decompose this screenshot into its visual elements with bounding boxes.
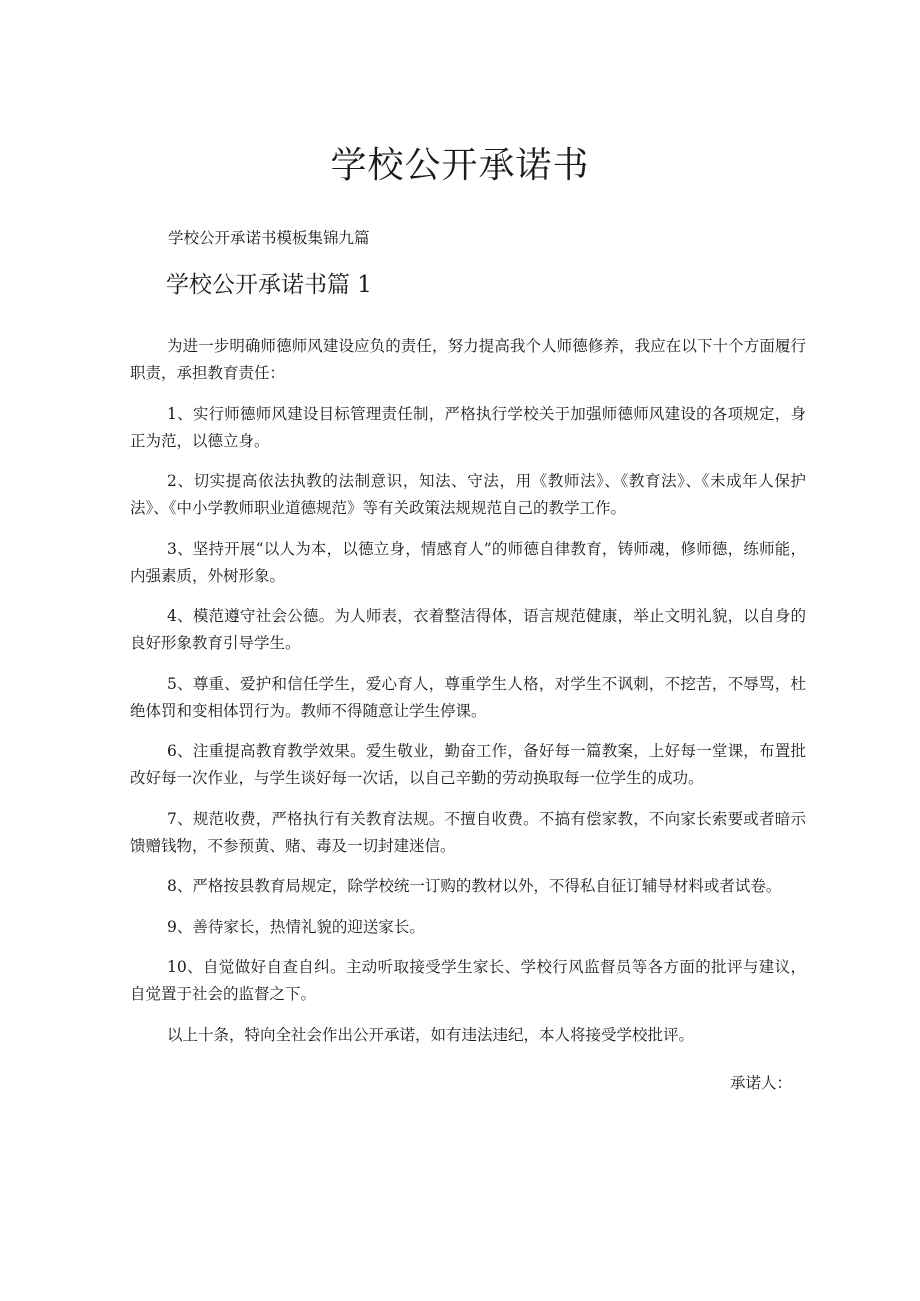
document-body (130, 333, 806, 1062)
page-title: 学校公开承诺书 (330, 145, 590, 186)
commitment-item-6: 6、注重提高教育教学效果。爱生敬业，勤奋工作，备好每一篇教案，上好每一堂课，布置批改好每一次作业，与学生谈好每一次话，以自己辛勤的劳动换取每一位学生的成功。 (130, 742, 806, 787)
commitment-item-5: 5、尊重、爱护和信任学生，爱心育人，尊重学生人格，对学生不讽刺，不挖苦，不辱骂，杜绝体罚和变相体罚行为。教师不得随意让学生停课。 (130, 674, 806, 720)
closing-paragraph: 以上十条，特向全社会作出公开承诺，如有违法违纪，本人将接受学校批评。 (167, 1025, 695, 1044)
section-heading: 学校公开承诺书篇 1 (166, 272, 372, 298)
commitment-item-10: 10、自觉做好自查自纠。主动听取接受学生家长、学校行风监督员等各方面的批评与建议，自觉置于社会的监督之下。 (130, 958, 806, 1003)
document-subtitle: 学校公开承诺书模板集锦九篇 (168, 229, 370, 247)
signature-label: 承诺人： (729, 1074, 792, 1092)
commitment-item-4: 4、模范遵守社会公德。为人师表，衣着整洁得体，语言规范健康，举止文明礼貌，以自身的良好形象教育引导学生。 (130, 607, 806, 652)
commitment-item-8: 8、严格按县教育局规定，除学校统一订购的教材以外，不得私自征订辅导材料或者试卷。 (167, 877, 782, 895)
commitment-item-1: 1、实行师德师风建设目标管理责任制，严格执行学校关于加强师德师风建设的各项规定，身正为范，以德立身。 (130, 404, 806, 450)
commitment-item-9: 9、善待家长，热情礼貌的迎送家长。 (167, 917, 425, 936)
commitment-item-3: 3、坚持开展“以人为本，以德立身，情感育人”的师德自律教育，铸师魂，修师德，练师能，内强素质，外树形象。 (130, 539, 806, 585)
commitment-item-7: 7、规范收费，严格执行有关教育法规。不擅自收费。不搞有偿家教，不向家长索要或者暗示馈赠钱物，不参预黄、赌、毒及一切封建迷信。 (130, 809, 806, 855)
intro-paragraph: 为进一步明确师德师风建设应负的责任，努力提高我个人师德修养，我应在以下十个方面履行职责，承担教育责任： (130, 337, 806, 382)
commitment-item-2: 2、切实提高依法执教的法制意识，知法、守法，用《教师法》、《教育法》、《未成年人保护法》、《中小学教师职业道德规范》等有关政策法规规范自己的教学工作。 (130, 472, 806, 517)
